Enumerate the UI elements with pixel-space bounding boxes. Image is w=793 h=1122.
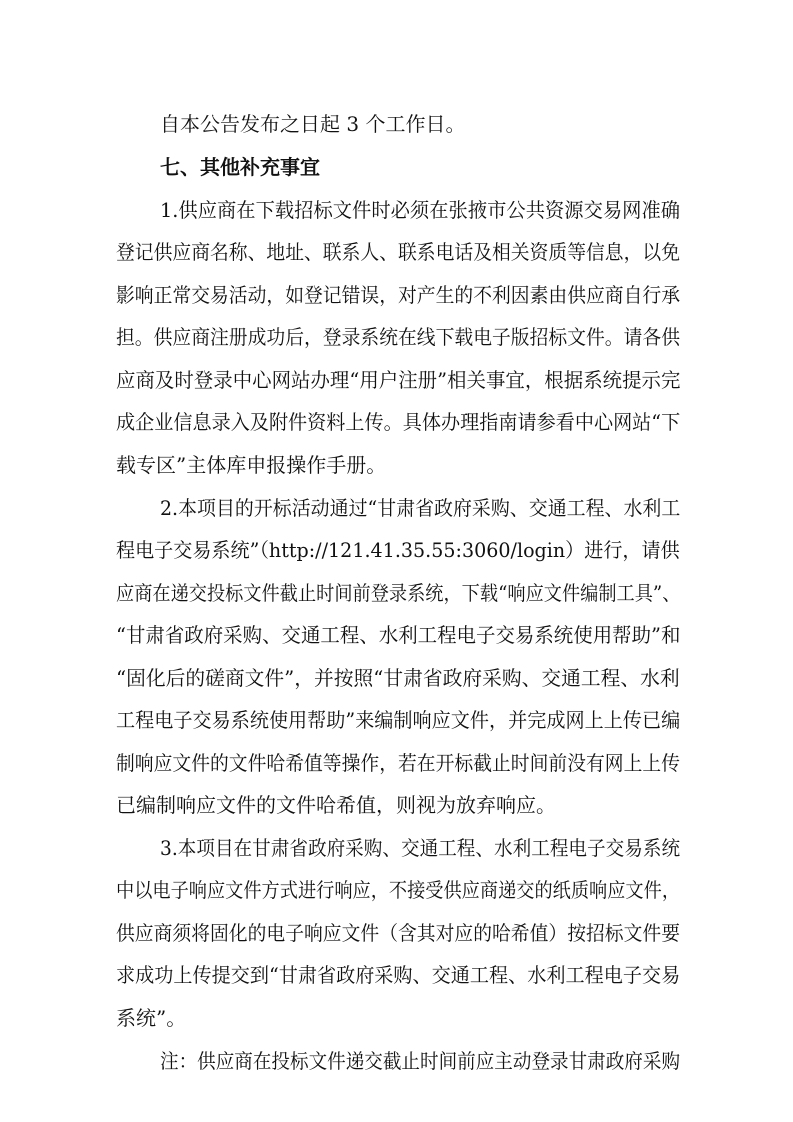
paragraph-line: “固化后的磋商文件”，并按照“甘肃省政府采购、交通工程、水利 (116, 666, 680, 690)
paragraph-line: 担。供应商注册成功后，登录系统在线下载电子版招标文件。请各供 (116, 325, 680, 349)
paragraph-line: 制响应文件的文件哈希值等操作，若在开标截止时间前没有网上上传 (116, 751, 680, 775)
paragraph-line: 供应商须将固化的电子响应文件（含其对应的哈希值）按招标文件要 (116, 921, 680, 945)
paragraph-line: 注：供应商在投标文件递交截止时间前应主动登录甘肃政府采购 (160, 1049, 681, 1073)
paragraph-line: 中以电子响应文件方式进行响应，不接受供应商递交的纸质响应文件， (116, 878, 681, 902)
paragraph-line: 2.本项目的开标活动通过“甘肃省政府采购、交通工程、水利工 (160, 496, 681, 520)
paragraph-line: 应商在递交投标文件截止时间前登录系统，下载“响应文件编制工具”、 (116, 581, 681, 605)
paragraph-line: 登记供应商名称、地址、联系人、联系电话及相关资质等信息，以免 (116, 240, 680, 264)
paragraph-line: 系统”。 (116, 1006, 187, 1030)
paragraph-line: 1.供应商在下载招标文件时必须在张掖市公共资源交易网准确 (160, 198, 681, 222)
paragraph-line: 载专区”主体库申报操作手册。 (116, 453, 387, 477)
paragraph-line: 工程电子交易系统使用帮助”来编制响应文件，并完成网上上传已编 (116, 708, 681, 732)
paragraph-line: 求成功上传提交到“甘肃省政府采购、交通工程、水利工程电子交易 (116, 963, 681, 987)
paragraph-line: 影响正常交易活动，如登记错误，对产生的不利因素由供应商自行承 (116, 283, 680, 307)
section-heading: 七、其他补充事宜 (160, 155, 320, 179)
paragraph-line: 应商及时登录中心网站办理“用户注册”相关事宜，根据系统提示完 (116, 368, 681, 392)
paragraph-line: 已编制响应文件的文件哈希值，则视为放弃响应。 (116, 793, 556, 817)
paragraph-line: 成企业信息录入及附件资料上传。具体办理指南请参看中心网站“下 (116, 410, 681, 434)
intro-line: 自本公告发布之日起 3 个工作日。 (160, 112, 466, 136)
paragraph-line: 3.本项目在甘肃省政府采购、交通工程、水利工程电子交易系统 (160, 836, 681, 860)
paragraph-line: “甘肃省政府采购、交通工程、水利工程电子交易系统使用帮助”和 (116, 623, 681, 647)
paragraph-line: 程电子交易系统”（http://121.41.35.55:3060/login）进行，请供 (116, 538, 680, 562)
